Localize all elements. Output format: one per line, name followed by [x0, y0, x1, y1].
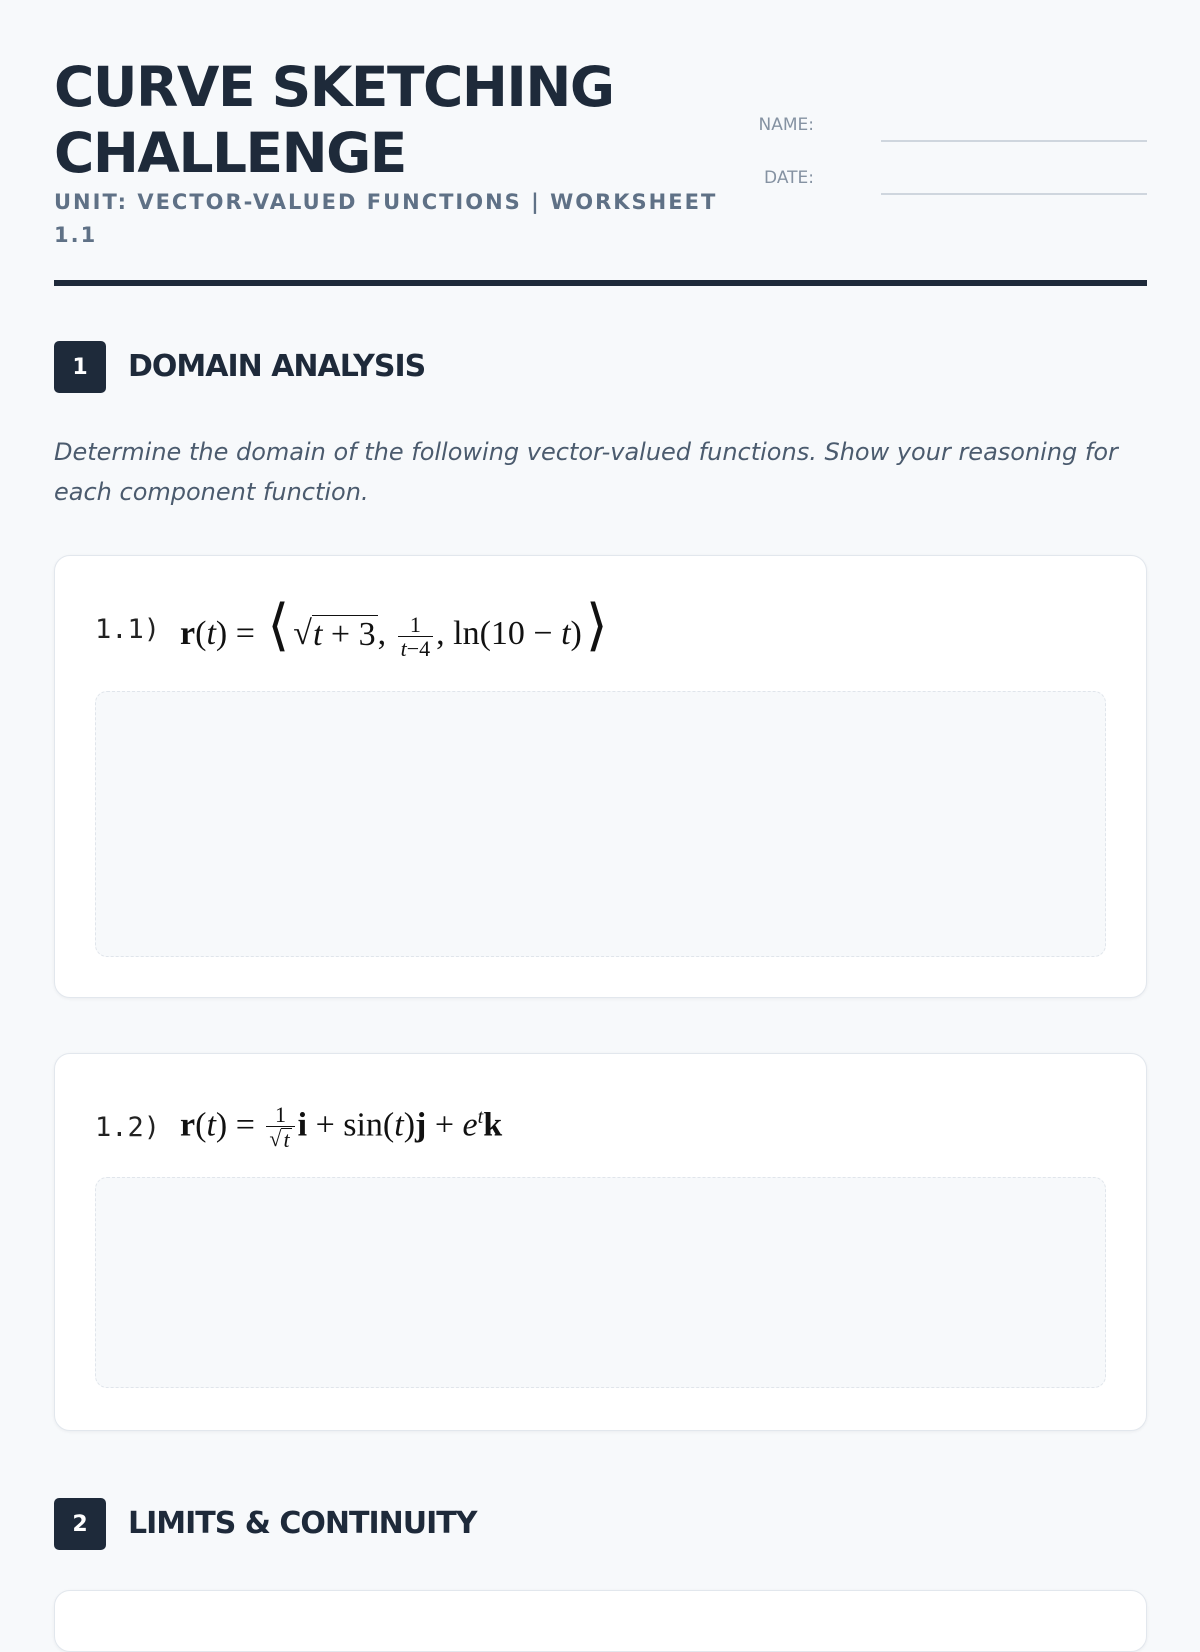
- problem-statement: [95, 594, 612, 664]
- section-1-header: [54, 341, 1147, 393]
- problem-card: [54, 1053, 1147, 1431]
- problem-number: 1.1): [95, 613, 161, 645]
- math-expression: r(t) = ⟨ √ t + 3 , $\frac{1}{t-4}$ , ln(10 − t)⟩: [180, 595, 608, 661]
- section-number-badge: 2: [54, 1498, 106, 1550]
- date-line[interactable]: [881, 193, 1147, 195]
- worksheet-header: [54, 0, 1147, 290]
- date-label: DATE:: [764, 168, 814, 188]
- date-field[interactable]: [734, 163, 1147, 203]
- name-line[interactable]: [881, 140, 1147, 142]
- unit-subtitle: UNIT: VECTOR-VALUED FUNCTIONS | WORKSHEET 1.1: [54, 190, 718, 247]
- section-instructions: Determine the domain of the following vector-valued functions. Show your reasoning for each component function.: [54, 438, 1118, 506]
- problem-card: [54, 1590, 1147, 1652]
- section-number-badge: 1: [54, 341, 106, 393]
- answer-box[interactable]: [95, 691, 1106, 957]
- math-expression: r(t) = 1 √ t $i + \sin(t)j + e^tk$: [180, 1101, 503, 1152]
- section-2-header: [54, 1498, 1147, 1550]
- problem-number: 1.2): [95, 1111, 161, 1143]
- section-title: LIMITS & CONTINUITY: [128, 1506, 477, 1541]
- title-line-2: CHALLENGE: [54, 121, 406, 185]
- worksheet-page: [54, 0, 1147, 1541]
- section-title: DOMAIN ANALYSIS: [128, 349, 426, 384]
- name-field[interactable]: [734, 110, 1147, 150]
- name-label: NAME:: [758, 115, 814, 135]
- title-line-1: CURVE SKETCHING: [54, 55, 614, 119]
- answer-box[interactable]: [95, 1177, 1106, 1388]
- page-title: [54, 54, 754, 186]
- problem-statement: [95, 1092, 502, 1162]
- header-divider: [54, 280, 1147, 286]
- problem-card: [54, 555, 1147, 998]
